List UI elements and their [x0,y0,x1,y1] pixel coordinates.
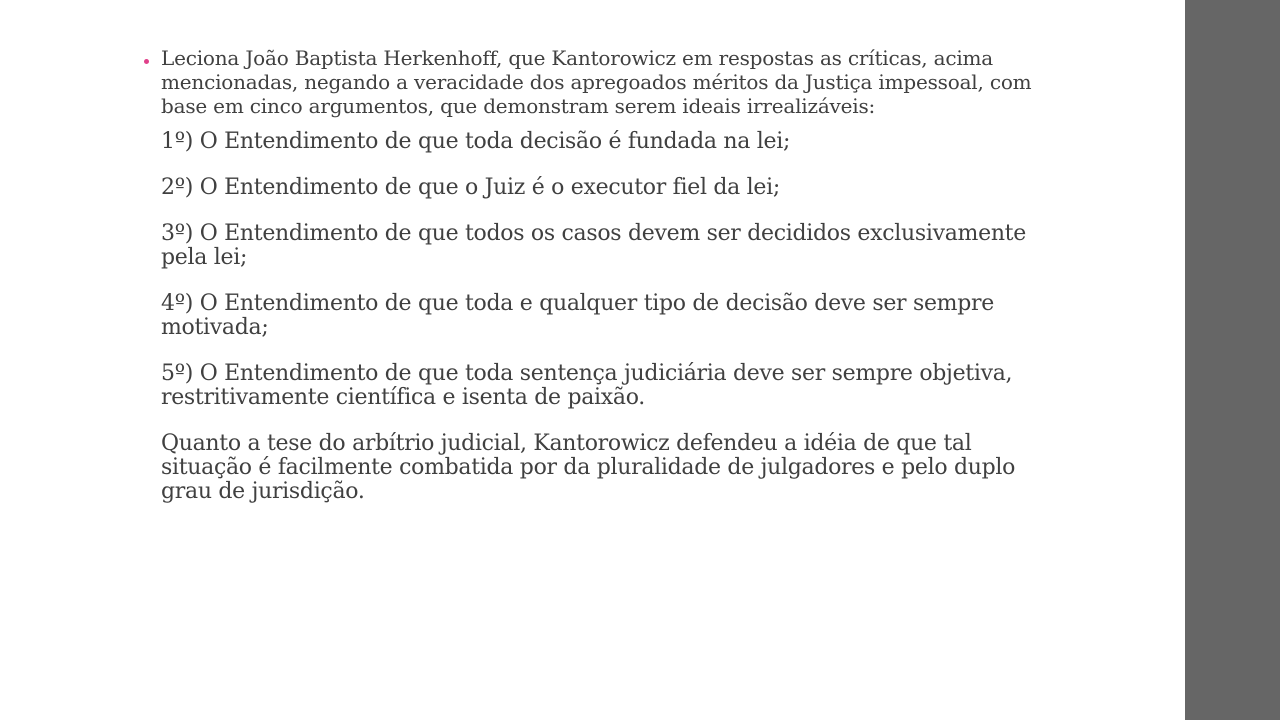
argument-item-1: 1º) O Entendimento de que toda decisão é fundada na lei; [161,129,791,154]
side-bar [1185,0,1280,720]
bullet-icon [144,59,149,64]
intro-paragraph: Leciona João Baptista Herkenhoff, que Kantorowicz em respostas as críticas, acima mencionadas, negando a veracidade dos apregoados méritos da Justiça impessoal, com base em cinco argumentos, que demonstram serem ideais irrealizáveis: [161,46,1032,118]
argument-item-4: 4º) O Entendimento de que toda e qualquer tipo de decisão deve ser sempre motivada; [161,291,994,340]
slide-content [161,46,1051,526]
conclusion-paragraph: Quanto a tese do arbítrio judicial, Kantorowicz defendeu a idéia de que tal situação é facilmente combatida por da pluralidade de julgadores e pelo duplo grau de jurisdição. [161,431,1016,504]
argument-item-3: 3º) O Entendimento de que todos os casos devem ser decididos exclusivamente pela lei; [161,221,1026,270]
argument-item-2: 2º) O Entendimento de que o Juiz é o executor fiel da lei; [161,175,780,200]
argument-item-5: 5º) O Entendimento de que toda sentença judiciária deve ser sempre objetiva, restritivamente científica e isenta de paixão. [161,361,1013,410]
